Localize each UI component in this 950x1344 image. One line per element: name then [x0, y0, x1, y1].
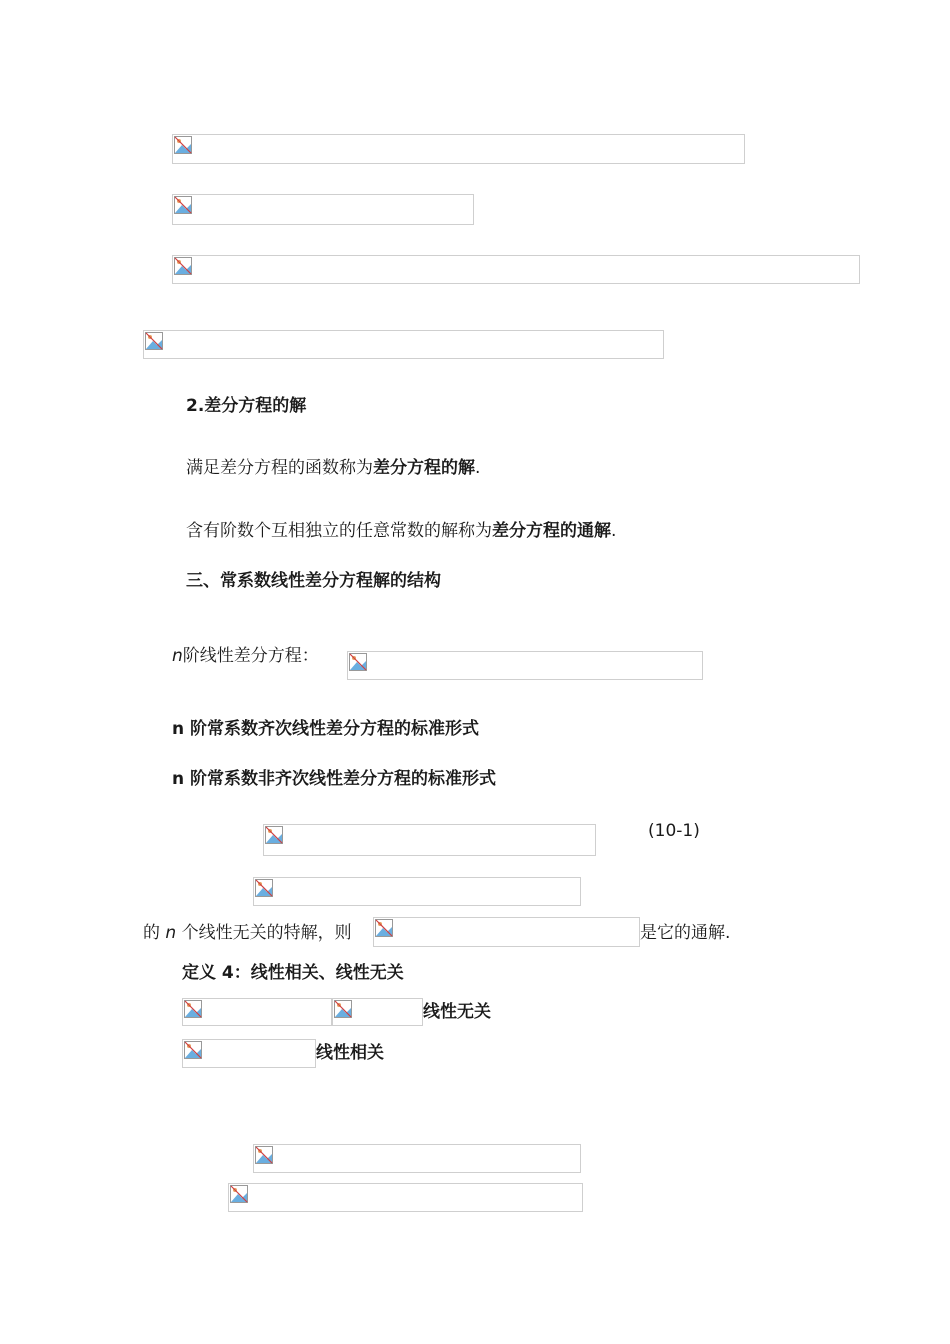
solution-text: 满足差分方程的函数称为	[186, 458, 373, 478]
broken-image-icon	[349, 653, 367, 671]
solution-definition-line	[186, 457, 480, 479]
general-solution-term: 差分方程的通解	[492, 521, 611, 541]
nth-order-equation-label	[172, 645, 319, 667]
statement-of: 的	[143, 923, 166, 943]
nth-order-text: 阶线性差分方程：	[182, 646, 319, 666]
broken-image-icon	[184, 1000, 202, 1018]
general-solution-period: .	[611, 521, 617, 541]
statement-text: 个线性无关的特解，则	[176, 923, 352, 943]
linearly-dependent-label: 线性相关	[316, 1043, 384, 1063]
section-heading-solution: 2.差分方程的解	[186, 396, 307, 416]
broken-image-icon	[255, 1146, 273, 1164]
linearly-independent-label: 线性无关	[423, 1002, 491, 1022]
nth-order-variable: n	[172, 646, 183, 666]
section-heading-structure: 三、常系数线性差分方程解的结构	[186, 571, 441, 591]
formula-image-nth-order	[347, 651, 703, 680]
formula-image-4	[143, 330, 664, 359]
general-solution-statement-suffix: 是它的通解.	[640, 923, 731, 943]
broken-image-icon	[265, 826, 283, 844]
formula-image-def4-b	[332, 998, 423, 1026]
general-solution-statement-prefix	[143, 922, 352, 944]
nonhomogeneous-standard-form: n 阶常系数非齐次线性差分方程的标准形式	[172, 769, 497, 789]
homogeneous-standard-form: n 阶常系数齐次线性差分方程的标准形式	[172, 719, 480, 739]
broken-image-icon	[184, 1041, 202, 1059]
formula-image-1	[172, 134, 745, 164]
solution-term: 差分方程的解	[373, 458, 475, 478]
broken-image-icon	[334, 1000, 352, 1018]
broken-image-icon	[255, 879, 273, 897]
solution-period: .	[475, 458, 481, 478]
statement-variable: n	[165, 923, 177, 943]
formula-image-particular	[253, 877, 581, 906]
formula-image-2	[172, 194, 474, 225]
broken-image-icon	[375, 919, 393, 937]
broken-image-icon	[174, 196, 192, 214]
formula-image-def4-c	[182, 1039, 316, 1068]
broken-image-icon	[230, 1185, 248, 1203]
equation-number: (10-1)	[648, 821, 700, 841]
formula-image-6	[228, 1183, 583, 1212]
formula-image-10-1	[263, 824, 596, 856]
broken-image-icon	[174, 136, 192, 154]
definition-4-heading: 定义 4：线性相关、线性无关	[182, 963, 404, 983]
formula-image-def4-a	[182, 998, 332, 1026]
general-solution-definition-line	[186, 520, 616, 542]
broken-image-icon	[145, 332, 163, 350]
broken-image-icon	[174, 257, 192, 275]
formula-image-general-solution	[373, 917, 640, 947]
formula-image-5	[253, 1144, 581, 1173]
general-solution-text: 含有阶数个互相独立的任意常数的解称为	[186, 521, 492, 541]
formula-image-3	[172, 255, 860, 284]
